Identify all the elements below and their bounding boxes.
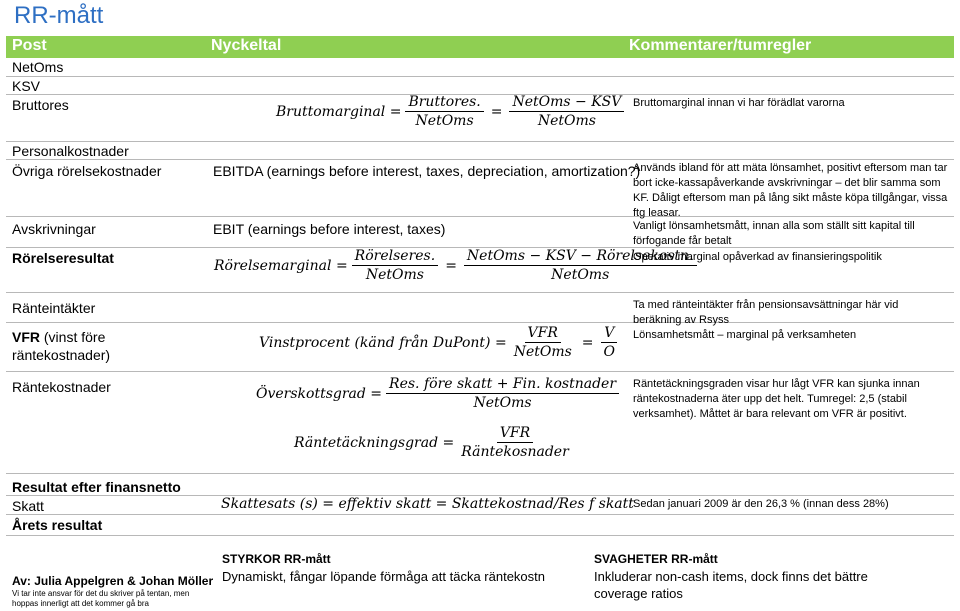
formula-fraction bbox=[405, 94, 483, 129]
post-bruttores: Bruttores bbox=[12, 97, 69, 113]
post-netoms: NetOms bbox=[12, 59, 64, 75]
fraction-denominator: O bbox=[603, 344, 616, 360]
formula-rantetackningsgrad bbox=[294, 425, 576, 460]
post-ovriga-rorelsekostnader: Övriga rörelsekostnader bbox=[12, 163, 162, 179]
kommentar-rantetackningsgrad: Räntetäckningsgraden visar hur lågt VFR kan sjunka innan räntekostnaderna äter upp det helt. Tumregel: 2,5 (stabil verksamhet). Måttet är bara relevant om VFR är positivt. bbox=[633, 378, 920, 420]
row-divider bbox=[6, 371, 954, 372]
row-divider bbox=[6, 141, 954, 142]
post-skatt: Skatt bbox=[12, 498, 44, 514]
header-kommentarer: Kommentarer/tumregler bbox=[629, 37, 812, 54]
formula-lhs: Bruttomarginal = bbox=[276, 103, 402, 120]
formula-vinstprocent bbox=[259, 325, 622, 360]
post-avskrivningar: Avskrivningar bbox=[12, 221, 96, 237]
fraction-numerator: NetOms − KSV − Rörelsekostn. bbox=[464, 248, 697, 266]
formula-skattesats: Skattesats (s) = effektiv skatt = Skattekostnad/Res f skatt bbox=[221, 496, 634, 512]
fraction-denominator: NetOms bbox=[551, 267, 610, 283]
post-arets-resultat: Årets resultat bbox=[12, 517, 103, 533]
fraction-numerator: VFR bbox=[497, 425, 533, 443]
post-rorelseresultat: Rörelseresultat bbox=[12, 250, 114, 266]
fraction-denominator: NetOms bbox=[415, 113, 474, 129]
post-vfr-suffix: (vinst före bbox=[43, 329, 106, 345]
formula-lhs: Räntetäckningsgrad = bbox=[294, 434, 455, 451]
kommentar-ebit: Vanligt lönsamhetsmått, innan alla som ställt sitt kapital till förfogande får betalt bbox=[633, 220, 915, 247]
row-divider bbox=[6, 535, 954, 536]
kommentar-skatt: Sedan januari 2009 är den 26,3 % (innan dess 28%) bbox=[633, 498, 889, 510]
header-nyckeltal: Nyckeltal bbox=[211, 37, 282, 54]
row-divider bbox=[6, 473, 954, 474]
row-divider bbox=[6, 292, 954, 293]
formula-equals: = bbox=[581, 334, 594, 351]
formula-bruttomarginal bbox=[276, 94, 628, 129]
formula-fraction bbox=[458, 425, 572, 460]
post-resultat-efter-finansnetto: Resultat efter finansnetto bbox=[12, 479, 181, 495]
fraction-numerator: Rörelseres. bbox=[352, 248, 439, 266]
footer-author: Av: Julia Appelgren & Johan Möller bbox=[12, 574, 214, 588]
row-divider bbox=[6, 159, 954, 160]
fraction-denominator: Räntekosnader bbox=[461, 444, 569, 460]
svagheter-title: SVAGHETER RR-mått bbox=[594, 552, 718, 566]
fraction-numerator: NetOms − KSV bbox=[509, 94, 624, 112]
table-header bbox=[6, 36, 954, 58]
header-post: Post bbox=[12, 37, 47, 54]
formula-fraction bbox=[601, 325, 618, 360]
styrkor-title: STYRKOR RR-mått bbox=[222, 552, 331, 566]
post-personalkostnader: Personalkostnader bbox=[12, 143, 129, 159]
formula-lhs: Vinstprocent (känd från DuPont) = bbox=[259, 334, 507, 351]
formula-equals: = bbox=[490, 103, 503, 120]
formula-fraction bbox=[509, 94, 624, 129]
post-ranteintakter: Ränteintäkter bbox=[12, 300, 96, 316]
row-divider bbox=[6, 76, 954, 77]
nyckeltal-ebitda: EBITDA (earnings before interest, taxes, depreciation, amortization?) bbox=[213, 163, 641, 179]
formula-equals: = bbox=[445, 257, 457, 274]
svagheter-text: Inkluderar non-cash items, dock finns det bättre coverage ratios bbox=[594, 569, 868, 601]
styrkor-text: Dynamiskt, fångar löpande förmåga att täcka räntekostn bbox=[222, 569, 546, 584]
footer-disclaimer: Vi tar inte ansvar för det du skriver på tentan, men hoppas innerligt att det kommer gå bra bbox=[12, 589, 190, 608]
post-rantekostnader: Räntekostnader bbox=[12, 379, 111, 395]
fraction-denominator: NetOms bbox=[365, 267, 424, 283]
post-vfr-abbr: VFR bbox=[12, 329, 40, 345]
page-title: RR-mått bbox=[14, 2, 104, 29]
fraction-denominator: NetOms bbox=[513, 344, 572, 360]
post-ksv: KSV bbox=[12, 78, 41, 94]
kommentar-bruttomarginal: Bruttomarginal innan vi har förädlat varorna bbox=[633, 97, 845, 109]
row-divider bbox=[6, 514, 954, 515]
formula-lhs: Överskottsgrad = bbox=[256, 385, 383, 402]
fraction-numerator: VFR bbox=[525, 325, 561, 343]
kommentar-ranteintakter: Ta med ränteintäkter från pensionsavsättningar här vid beräkning av Rsyss bbox=[633, 299, 899, 326]
fraction-denominator: NetOms bbox=[537, 113, 596, 129]
fraction-numerator: Bruttores. bbox=[405, 94, 483, 112]
kommentar-vinstprocent: Lönsamhetsmått – marginal på verksamheten bbox=[633, 329, 857, 341]
nyckeltal-ebit: EBIT (earnings before interest, taxes) bbox=[213, 221, 446, 237]
formula-overskottsgrad bbox=[256, 376, 623, 411]
formula-fraction bbox=[511, 325, 575, 360]
kommentar-rorelsemarginal: Operativ marginal opåverkad av finansieringspolitik bbox=[633, 251, 882, 263]
fraction-numerator: Res. före skatt + Fin. kostnader bbox=[386, 376, 619, 394]
formula-fraction bbox=[386, 376, 619, 411]
post-vfr bbox=[12, 328, 105, 346]
fraction-numerator: V bbox=[601, 325, 617, 343]
fraction-denominator: NetOms bbox=[473, 395, 532, 411]
formula-fraction bbox=[352, 248, 439, 283]
kommentar-ebitda: Används ibland för att mäta lönsamhet, positivt eftersom man tar bort icke-kassapåverkande avskrivningar – det blir samma som KF. Dåligt eftersom man på lång sikt måste köpa tillgångar, vissa ftg leasar. bbox=[633, 162, 948, 219]
formula-lhs: Rörelsemarginal = bbox=[214, 257, 348, 274]
formula-rorelsemarginal bbox=[214, 248, 701, 283]
post-vfr-line2: räntekostnader) bbox=[12, 347, 111, 363]
